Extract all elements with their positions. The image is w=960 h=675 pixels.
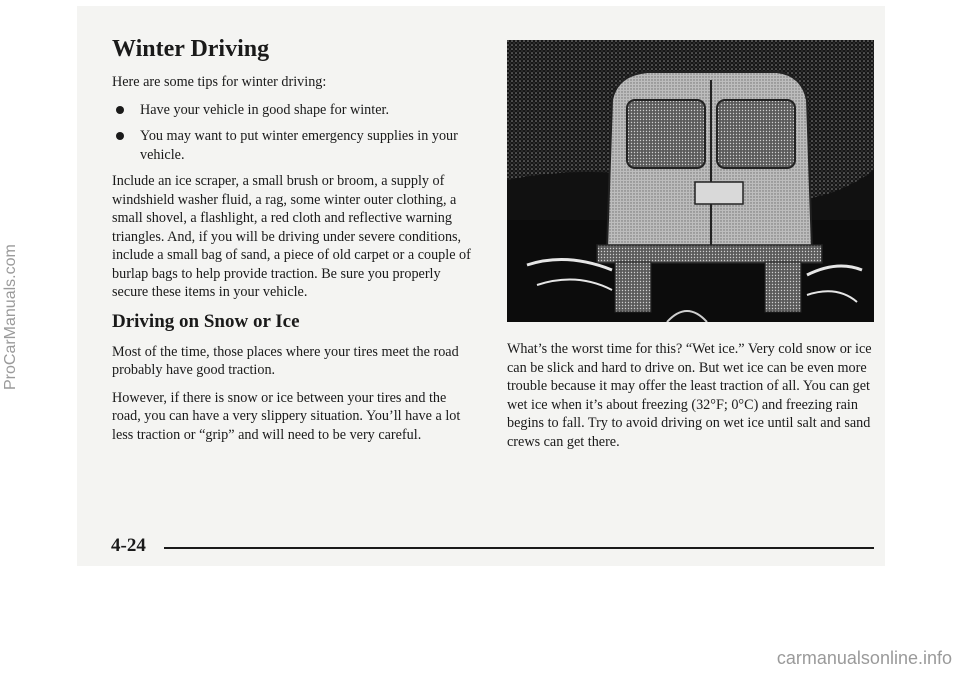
tips-list	[112, 101, 477, 165]
watermark-procarmanuals: ProCarManuals.com	[2, 244, 19, 390]
footer-divider	[164, 547, 874, 549]
subsection-title: Driving on Snow or Ice	[112, 310, 300, 332]
wet-ice-paragraph: What’s the worst time for this? “Wet ice.” Very cold snow or ice can be slick and hard to drive on. But wet ice can be even more trouble because it may offer the least traction of all. You can get wet ice when it’s about freezing (32°F; 0°C) and freezing rain begins to fall. Try to avoid driving on wet ice until salt and sand crews can get there.	[507, 341, 872, 450]
manual-page	[77, 6, 885, 566]
intro-text: Here are some tips for winter driving:	[112, 74, 327, 90]
right-column	[507, 340, 879, 460]
slippery-paragraph: However, if there is snow or ice between your tires and the road, you can have a very slippery situation. You’ll have a lot less traction or “grip” and will need to be very careful.	[112, 389, 461, 443]
van-rear-icon	[507, 40, 874, 322]
left-column	[112, 36, 477, 453]
page-number: 4-24	[111, 535, 146, 556]
watermark-carmanualsonline: carmanualsonline.info	[776, 648, 952, 668]
section-title: Winter Driving	[112, 36, 270, 62]
traction-paragraph: Most of the time, those places where your tires meet the road probably have good traction.	[112, 343, 459, 378]
van-on-ice-illustration	[507, 40, 874, 322]
tip-item-vehicle-shape: Have your vehicle in good shape for winter.	[112, 101, 477, 120]
supplies-paragraph: Include an ice scraper, a small brush or broom, a supply of windshield washer fluid, a rag, some winter outer clothing, a small shovel, a flashlight, a red cloth and reflective warning triangles. And, if you will be driving under severe conditions, include a small bag of sand, a piece of old carpet or a couple of burlap bags to help provide traction. Be sure you properly secure these items in your vehicle.	[112, 173, 471, 300]
tip-item-emergency-supplies: You may want to put winter emergency supplies in your vehicle.	[112, 127, 477, 164]
